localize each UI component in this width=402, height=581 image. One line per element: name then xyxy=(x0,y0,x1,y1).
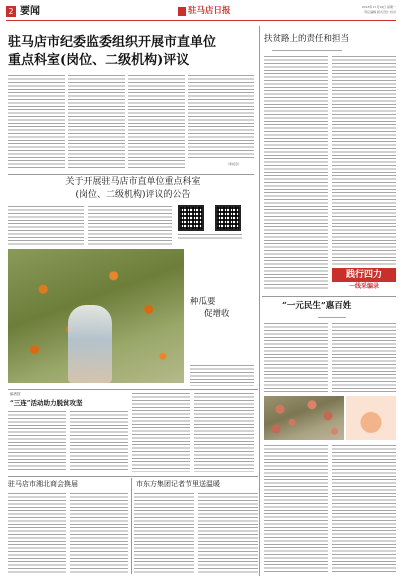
right-divider xyxy=(262,296,396,297)
journalist-day-body-1 xyxy=(134,492,194,574)
mini-column-body-1 xyxy=(8,410,66,472)
lead-headline-2: 重点科室(岗位、二级机构)评议 xyxy=(8,53,190,68)
minsheng-body-col2 xyxy=(332,322,396,394)
header-meta xyxy=(316,5,396,15)
right-bottom-body-1 xyxy=(264,444,328,574)
lead-body-col3 xyxy=(128,74,185,170)
minsheng-illustration xyxy=(346,396,396,440)
masthead-logo xyxy=(178,6,238,17)
journalist-day-body-2 xyxy=(198,492,258,574)
notice-headline-2: (岗位、二级机构)评议的公告 xyxy=(75,190,191,200)
lead-body-col4 xyxy=(188,74,254,160)
minsheng-byline xyxy=(318,316,346,319)
chamber-body-2 xyxy=(70,492,128,574)
mini-column-body-2 xyxy=(70,410,128,472)
mini-column-label: 编者按 xyxy=(10,392,21,396)
logo-mark-icon xyxy=(178,7,186,16)
bottom-divider xyxy=(8,476,258,477)
mid-divider xyxy=(8,389,258,390)
lead-byline: （李延章） xyxy=(226,162,242,166)
mini-column-headline: “三连”活动助力脱贫攻坚 xyxy=(10,399,83,407)
photo-caption-1: 种瓜要 xyxy=(190,297,216,307)
right-bottom-body-2 xyxy=(332,444,396,574)
mini-column-body-3 xyxy=(132,392,190,472)
minsheng-photo[interactable] xyxy=(264,396,344,440)
commentary-body-col1 xyxy=(264,55,328,290)
minsheng-headline: “一元民生”惠百姓 xyxy=(282,301,352,311)
commentary-byline xyxy=(272,49,342,52)
commentary-headline: 扶贫路上的责任和担当 xyxy=(264,34,350,44)
main-feature-photo[interactable] xyxy=(8,249,184,383)
mini-column-body-4 xyxy=(194,392,254,472)
photo-caption-text xyxy=(190,364,254,386)
photo-caption-box xyxy=(190,296,254,336)
qr-code-1-icon[interactable] xyxy=(178,205,204,231)
banner-subtitle: 一线采编录 xyxy=(348,283,379,290)
header-rule xyxy=(6,20,396,21)
section-name: 要闻 xyxy=(20,6,40,17)
banner-title: 践行四力 xyxy=(332,268,396,282)
notice-body-mid xyxy=(88,205,172,245)
journalist-day-headline: 市东方集团记者节里送温暖 xyxy=(136,480,220,488)
lead-divider xyxy=(8,174,254,175)
chamber-body-1 xyxy=(8,492,66,574)
minsheng-body-col1 xyxy=(264,322,328,394)
lead-headline-1: 驻马店市纪委监委组织开展市直单位 xyxy=(8,35,217,50)
issue-date: 2018年11月19日 星期一 xyxy=(361,5,396,9)
notice-headline-1: 关于开展驻马店市直单位重点科室 xyxy=(65,177,201,187)
commentary-body-col2 xyxy=(332,55,396,265)
lead-body-col2 xyxy=(68,74,125,170)
masthead-title: 驻马店日报 xyxy=(188,6,231,16)
chamber-headline: 驻马店市湘北商会换届 xyxy=(8,480,78,488)
page-number: 2 xyxy=(6,6,16,17)
notice-body-left xyxy=(8,205,84,245)
qr-code-2-icon[interactable] xyxy=(215,205,241,231)
vertical-rule-lower xyxy=(131,478,132,574)
photo-caption-2: 促增收 xyxy=(204,309,230,319)
editor-info: 责任编辑 版式设计 校对 xyxy=(364,10,396,14)
farmer-figure xyxy=(68,305,112,383)
column-banner xyxy=(332,268,396,292)
qr-captions xyxy=(178,233,242,241)
lead-body-col1 xyxy=(8,74,65,170)
page-header xyxy=(6,5,396,19)
vertical-rule-main xyxy=(259,26,260,576)
